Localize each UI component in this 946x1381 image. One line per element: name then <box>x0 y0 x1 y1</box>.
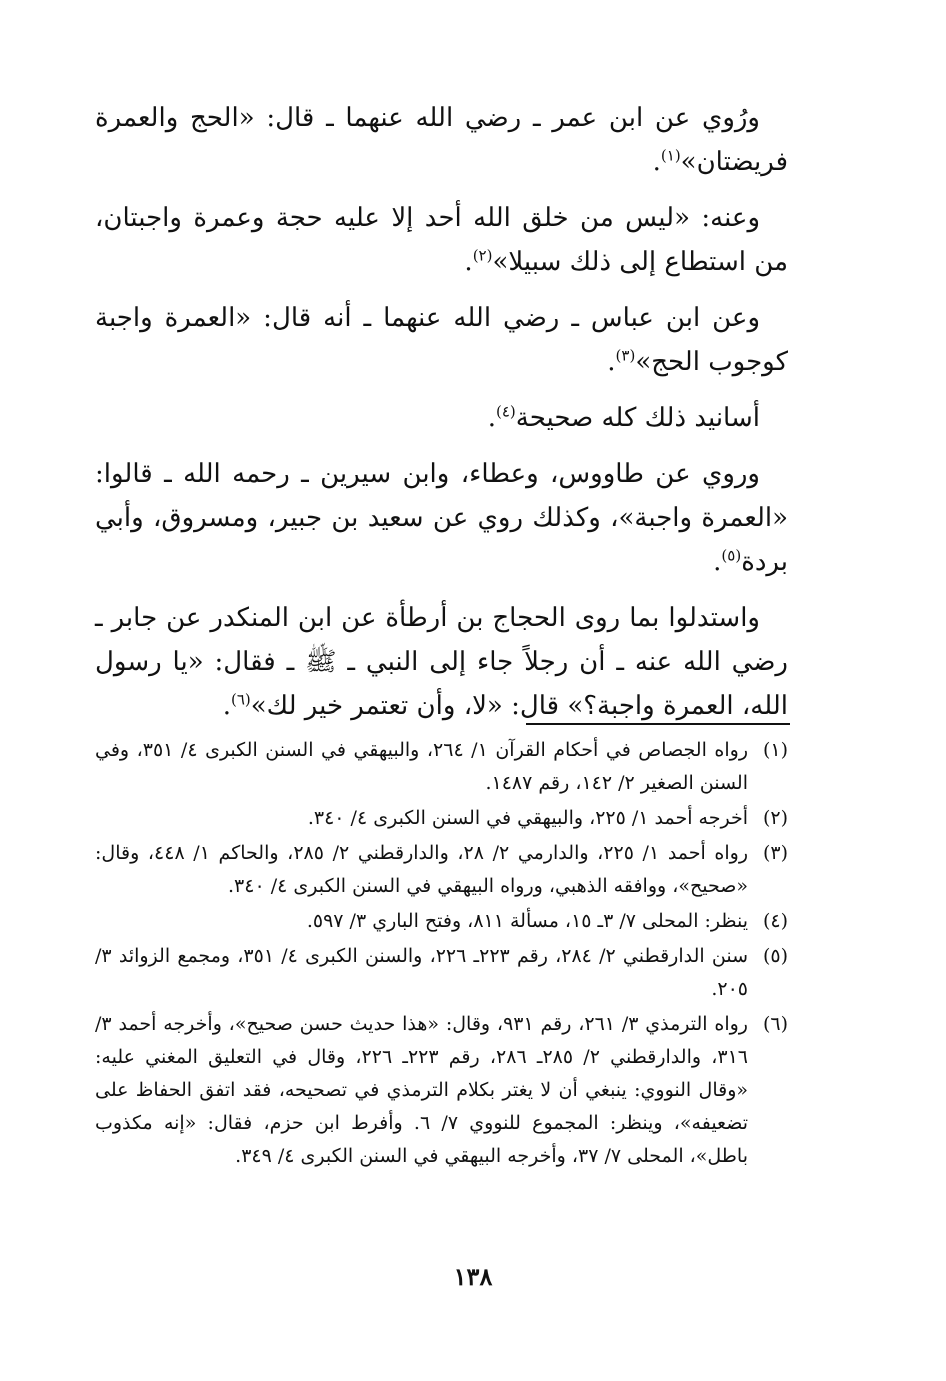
paragraph-3: وعن ابن عباس ـ رضي الله عنهما ـ أنه قال: «العمرة واجبة كوجوب الحج»$^{(٣)}$. <box>95 303 788 377</box>
footnotes <box>95 734 788 1175</box>
footnote-number: (٣) <box>762 842 788 864</box>
footnote-ref-2: (٢) <box>472 246 493 265</box>
paragraph-5-text: وروي عن طاووس، وعطاء، وابن سيرين ـ رحمه الله ـ قالوا: «العمرة واجبة»، وكذلك روي عن سعيد بن جبير، ومسروق، وأبي بردة <box>95 459 788 577</box>
paragraph-4-text: أسانيد ذلك كله صحيحة <box>515 403 760 433</box>
footnote-text: رواه الترمذي ٣/ ٢٦١، رقم ٩٣١، وقال: «هذا حديث حسن صحيح»، وأخرجه أحمد ٣/ ٣١٦، والدارقطني ٢/ ٢٨٥ـ ٢٨٦، رقم ٢٢٣ـ ٢٢٦، وقال في التعليق المغني عليه: «وقال النووي: ينبغي أن لا يغتر بكلام الترمذي في تصحيحه، فقد اتفق الحفاظ على تضعيفه»، وينظر: المجموع للنووي ٧/ ٦. وأفرط ابن حزم، فقال: «إنه مكذوب باطل»، المحلى ٧/ ٣٧، وأخرجه البيهقي في السنن الكبرى ٤/ ٣٤٩. <box>95 1013 748 1167</box>
paragraph-6: واستدلوا بما روى الحجاج بن أرطأة عن ابن المنكدر عن جابر ـ رضي الله عنه ـ أن رجلاً جاء إلى النبي ـ ﷺ ـ فقال: «يا رسول الله، العمرة واجبة؟» قال: «لا، وأن تعتمر خير لك»$^{(٦)}$. <box>95 603 788 721</box>
footnote-number: (٦) <box>762 1013 788 1035</box>
paragraph-2-text: وعنه: «ليس من خلق الله أحد إلا عليه حجة وعمرة واجبتان، من استطاع إلى ذلك سبيلا» <box>95 203 788 277</box>
paragraph-4: أسانيد ذلك كله صحيحة$^{(٤)}$. <box>487 402 760 433</box>
footnote-6 <box>95 1008 788 1173</box>
paragraph-1: ورُوي عن ابن عمر ـ رضي الله عنهما ـ قال: «الحج والعمرة فريضتان»$^{(١)}$. <box>95 103 788 177</box>
footnote-divider <box>526 723 790 725</box>
footnote-text: ينظر: المحلى ٧/ ٣ـ ١٥، مسألة ٨١١، وفتح الباري ٣/ ٥٩٧. <box>306 910 748 932</box>
footnote-number: (٢) <box>762 807 788 829</box>
page-number: ١٣٨ <box>453 1262 493 1291</box>
footnote-text: أخرجه أحمد ١/ ٢٢٥، والبيهقي في السنن الكبرى ٤/ ٣٤٠. <box>307 807 748 829</box>
footnote-text: سنن الدارقطني ٢/ ٢٨٤، رقم ٢٢٣ـ ٢٢٦، والسنن الكبرى ٤/ ٣٥١، ومجمع الزوائد ٣/ ٢٠٥. <box>95 945 748 1000</box>
paragraph-2: وعنه: «ليس من خلق الله أحد إلا عليه حجة وعمرة واجبتان، من استطاع إلى ذلك سبيلا»$^{(٢)}$. <box>95 203 788 277</box>
footnote-2 <box>95 802 788 835</box>
footnote-ref-4: (٤) <box>495 402 516 421</box>
footnote-ref-5: (٥) <box>721 546 742 565</box>
footnote-4 <box>95 905 788 938</box>
main-text <box>95 96 788 740</box>
paragraph-5: وروي عن طاووس، وعطاء، وابن سيرين ـ رحمه الله ـ قالوا: «العمرة واجبة»، وكذلك روي عن سعيد بن جبير، ومسروق، وأبي بردة$^{(٥)}$. <box>95 459 788 577</box>
footnote-number: (٤) <box>762 910 788 932</box>
footnote-text: رواه الجصاص في أحكام القرآن ١/ ٢٦٤، والبيهقي في السنن الكبرى ٤/ ٣٥١، وفي السنن الصغير ٢/ ١٤٢، رقم ١٤٨٧. <box>95 739 748 794</box>
footnote-5 <box>95 940 788 1006</box>
footnote-text: رواه أحمد ١/ ٢٢٥، والدارمي ٢/ ٢٨، والدارقطني ٢/ ٢٨٥، والحاكم ١/ ٤٤٨، وقال: «صحيح»، ووافقه الذهبي، ورواه البيهقي في السنن الكبرى ٤/ ٣٤٠. <box>95 842 749 897</box>
footnote-number: (٥) <box>762 945 788 967</box>
paragraph-1-text: ورُوي عن ابن عمر ـ رضي الله عنهما ـ قال: «الحج والعمرة فريضتان» <box>95 103 788 177</box>
footnote-ref-3: (٣) <box>615 346 636 365</box>
paragraph-3-text: وعن ابن عباس ـ رضي الله عنهما ـ أنه قال: «العمرة واجبة كوجوب الحج» <box>95 303 788 377</box>
footnote-number: (١) <box>762 739 788 761</box>
footnote-ref-6: (٦) <box>230 690 251 709</box>
paragraph-6-text: واستدلوا بما روى الحجاج بن أرطأة عن ابن المنكدر عن جابر ـ رضي الله عنه ـ أن رجلاً جاء إلى النبي ـ ﷺ ـ فقال: «يا رسول الله، العمرة واجبة؟» قال: «لا، وأن تعتمر خير لك» <box>95 603 788 721</box>
footnote-ref-1: (١) <box>660 146 681 165</box>
footnote-1 <box>95 734 788 800</box>
footnote-3 <box>95 837 788 903</box>
